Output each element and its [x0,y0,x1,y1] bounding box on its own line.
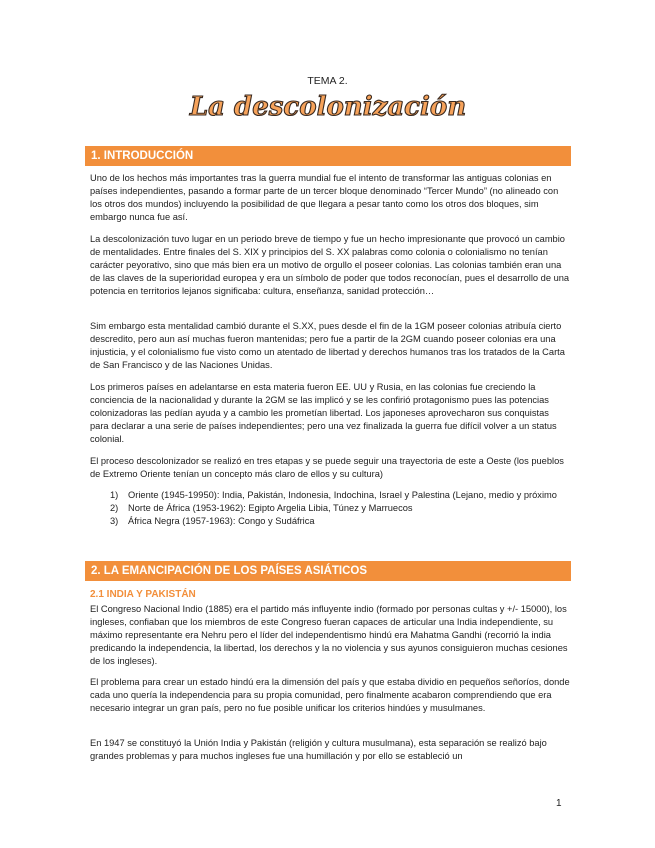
subsection-heading: 2.1 INDIA Y PAKISTÁN [90,589,196,600]
list-number: 3) [110,515,119,526]
paragraph: El problema para crear un estado hindú era la dimensión del país y que estaba dividio en pequeños señoríos, donde cada uno quería la independencia para su propia comunidad, pero finalmente acabaron comprendiendo que era necesario integrar un gran país, pero no fue posible unificar los criterios hindúes y musulmanes. [90,677,570,713]
page-number: 1 [556,798,562,809]
list-number: 2) [110,502,119,513]
list-item [90,489,570,502]
paragraph: El proceso descolonizador se realizó en tres etapas y se puede seguir una trayectoria de este a Oeste (los pueblos de Extremo Oriente tenían un concepto más claro de ellos y su cultura) [90,456,564,479]
page-title: La descolonización [189,92,466,122]
paragraph: En 1947 se constituyó la Unión India y Pakistán (religión y cultura musulmana), esta separación se realizó bajo grandes problemas y para muchos ingleses fue una humillación y por ello se estableció un [90,738,547,761]
paragraph: El Congreso Nacional Indio (1885) era el partido más influyente indio (formado por personas cultas y +/- 15000), los ingleses, confiaban que los miembros de este Congreso fueran capaces de articular una India independiente, su máximo representante era Nehru pero el líder del independentismo hindú era Mahatma Gandhi (recorrió la india predicando la independencia, la libertad, los derechos y la no violencia y sus ayunos consiguieron muchas cesiones de los ingleses). [90,604,568,666]
tema-label: TEMA 2. [307,75,348,87]
list-text: Oriente (1945-19950): India, Pakistán, Indonesia, Indochina, Israel y Palestina (Lejano, medio y próximo [128,490,557,500]
paragraph: Uno de los hechos más importantes tras la guerra mundial fue el intento de transformar las antiguas colonias en países independientes, pasando a formar parte de un tercer bloque denominado “Tercer Mundo” (no alineado con los otros dos mundos) incluyendo la posibilidad de que llegara a pesar tanto como los otros dos bloques, sim embargo nunca fue así. [90,173,559,222]
section-heading-introduccion: 1. INTRODUCCIÓN [85,146,571,166]
list-item [90,515,570,528]
title-banner [0,86,655,131]
decorative-title [189,86,466,126]
list-text: África Negra (1957-1963): Congo y Sudáfrica [128,515,315,526]
section-heading-emancipacion: 2. LA EMANCIPACIÓN DE LOS PAÍSES ASIÁTICOS [85,561,571,581]
list-item [90,502,570,515]
stages-list [90,489,570,528]
paragraph: Sim embargo esta mentalidad cambió durante el S.XX, pues desde el fin de la 1GM poseer colonias atribuía cierto descredito, pero aun así muchas fueron mantenidas; pero fue a partir de la 2GM cuando poseer colonias era una injusticia, y el colonialismo fue visto como un atentado de libertad y derechos humanos tras los tratados de la Carta de San Francisco y de las Naciones Unidas. [90,321,565,370]
paragraph: La descolonización tuvo lugar en un periodo breve de tiempo y fue un hecho impresionante que provocó un cambio de mentalidades. Entre finales del S. XIX y principios del S. XX palabras como colonia o colonialismo no tenían carácter peyorativo, sino que más bien era un motivo de orgullo el poseer colonias. Las colonias también eran una de las claves de la superioridad europea y era un símbolo de poder que todos reconocían, pues el desarrollo de una potencia en territorios lejanos significaba: cultura, enseñanza, sanidad protección… [90,234,570,296]
list-text: Norte de África (1953-1962): Egipto Argelia Libia, Túnez y Marruecos [128,502,413,513]
list-number: 1) [110,490,119,500]
paragraph: Los primeros países en adelantarse en esta materia fueron EE. UU y Rusia, en las colonias fue creciendo la conciencia de la nacionalidad y durante la 2GM se las implicó y se les confirió protagonismo pues las potencias colonizadoras las pedían ayuda y a cambio les prometían libertad. Los japoneses aprovecharon sus conquistas para declarar a una serie de países independientes; pero una vez finalizada la guerra fue difícil volver a un status colonial. [90,382,557,444]
